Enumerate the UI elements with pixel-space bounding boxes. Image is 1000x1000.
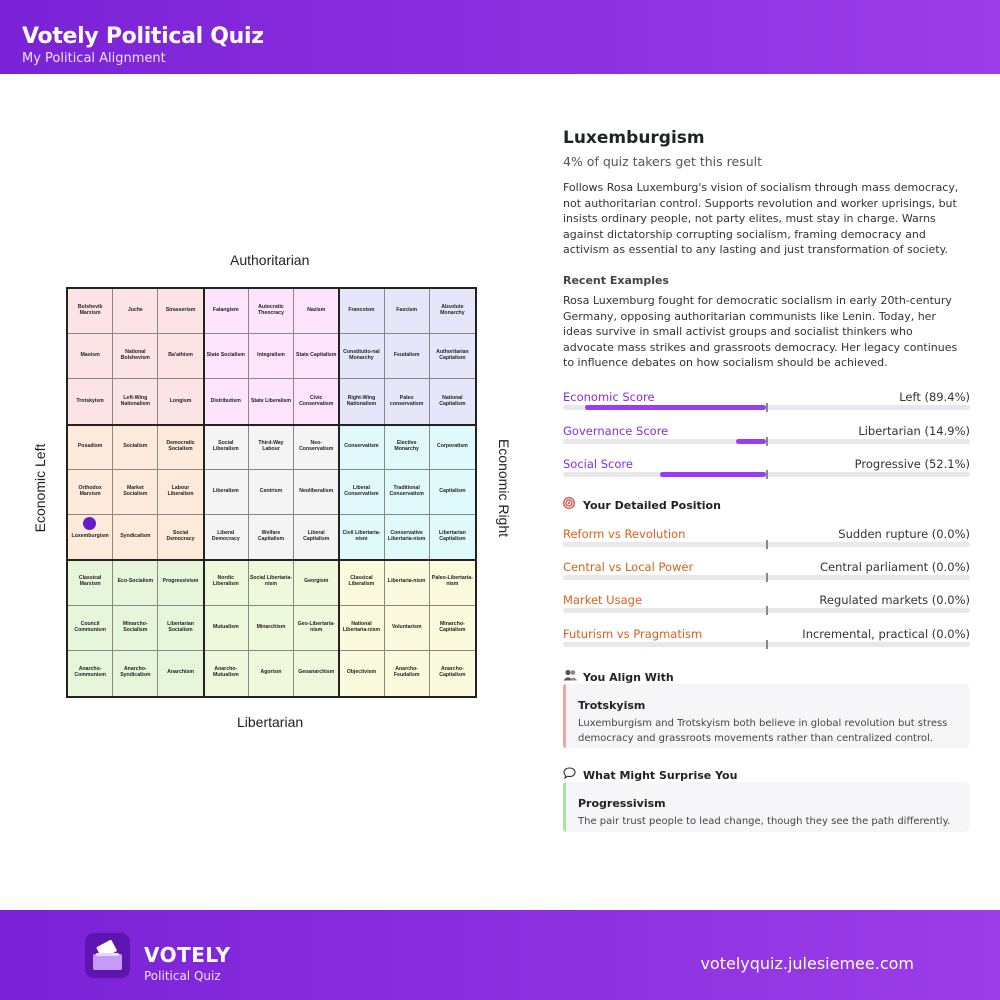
surprise-card-accent (563, 782, 566, 832)
grid-divider (68, 424, 475, 426)
score-row (563, 390, 970, 412)
ideology-title: Luxemburgism (563, 128, 705, 148)
position-center-mark (766, 606, 768, 615)
ideology-cell[interactable]: Social Libertaria-nism (249, 560, 294, 605)
ideology-cell[interactable]: Libertaria-nism (385, 560, 430, 605)
footer-brand: VOTELY (144, 943, 231, 967)
ideology-cell[interactable]: National Capitalism (430, 379, 475, 424)
ideology-cell[interactable]: Liberalism (204, 470, 249, 515)
ideology-cell[interactable]: Civil Libertaria-nism (339, 515, 384, 560)
position-value: Regulated markets (0.0%) (819, 593, 970, 607)
ideology-cell[interactable]: Nazism (294, 289, 339, 334)
ideology-cell[interactable]: Liberal Democracy (204, 515, 249, 560)
ideology-cell[interactable]: Trotskyism (68, 379, 113, 424)
speech-bubble-icon (563, 767, 577, 782)
score-label: Economic Score (563, 390, 655, 404)
ideology-cell[interactable]: Traditional Conservatism (385, 470, 430, 515)
ideology-cell[interactable]: Social Democracy (158, 515, 203, 560)
ideology-description: Follows Rosa Luxemburg's vision of socialism through mass democracy, not authoritarian control. Supports revolution and worker uprisings, but insists ordinary people, not party elites, must stay in charge. Warns against dictatorship corrupting socialism, framing democracy and activism as essential to any lasting and just transformation of society. (563, 181, 959, 256)
ideology-cell[interactable]: Market Socialism (113, 470, 158, 515)
ideology-cell[interactable]: Nordic Liberalism (204, 560, 249, 605)
political-compass (0, 74, 540, 910)
people-icon (563, 669, 577, 684)
ideology-cell[interactable]: Luxemburgism (68, 515, 113, 560)
ideology-cell[interactable]: Voluntarism (385, 606, 430, 651)
ideology-cell[interactable]: Liberal Conservatism (339, 470, 384, 515)
app-title: Votely Political Quiz (22, 24, 264, 49)
ideology-cell[interactable]: Ba'athism (158, 334, 203, 379)
ideology-cell[interactable]: Anarcho-Communism (68, 651, 113, 696)
score-fill (585, 405, 766, 410)
ideology-cell[interactable]: Mutualism (204, 606, 249, 651)
ideology-cell[interactable]: Geo-Libertaria-nism (294, 606, 339, 651)
result-share: 4% of quiz takers get this result (563, 154, 763, 169)
ideology-cell[interactable]: Strasserism (158, 289, 203, 334)
grid-divider (338, 289, 340, 696)
examples-heading: Recent Examples (563, 274, 669, 287)
footer-url[interactable]: votelyquiz.julesiemee.com (700, 954, 914, 973)
score-fill (660, 472, 766, 477)
surprise-card-title: Progressivism (578, 797, 666, 810)
grid-divider (203, 289, 205, 696)
position-label: Market Usage (563, 593, 643, 607)
align-card-text: Luxemburgism and Trotskyism both believe in global revolution but stress democracy and grassroots movements rather than centralized control. (578, 718, 948, 744)
ideology-cell[interactable]: Anarchism (158, 651, 203, 696)
axis-label-authoritarian: Authoritarian (230, 252, 310, 268)
align-card-accent (563, 684, 566, 748)
position-row (563, 560, 970, 582)
ideology-cell[interactable]: Socialism (113, 425, 158, 470)
ideology-cell[interactable]: State Capitalism (294, 334, 339, 379)
ideology-cell[interactable]: Objectivism (339, 651, 384, 696)
axis-label-economic-left: Economic Left (32, 443, 48, 533)
ideology-cell[interactable]: Syndicalism (113, 515, 158, 560)
ideology-grid (66, 287, 477, 698)
ideology-cell[interactable]: Liberal Capitalism (294, 515, 339, 560)
ideology-cell[interactable]: Autocratic Theocracy (249, 289, 294, 334)
position-row (563, 527, 970, 549)
ideology-cell[interactable]: Agorism (249, 651, 294, 696)
position-label: Central vs Local Power (563, 560, 694, 574)
ideology-cell[interactable]: Absolute Monarchy (430, 289, 475, 334)
ideology-cell[interactable]: State Liberalism (249, 379, 294, 424)
ideology-cell[interactable]: Eco-Socialism (113, 560, 158, 605)
surprise-heading (563, 767, 737, 782)
ideology-cell[interactable]: Left-Wing Nationalism (113, 379, 158, 424)
ideology-cell[interactable]: Georgism (294, 560, 339, 605)
ideology-cell[interactable]: Democratic Socialism (158, 425, 203, 470)
ideology-cell[interactable]: Neoliberalism (294, 470, 339, 515)
ideology-cell[interactable]: National Bolshevism (113, 334, 158, 379)
ideology-cell[interactable]: Orthodox Marxism (68, 470, 113, 515)
align-heading-label: You Align With (583, 671, 674, 684)
position-value: Central parliament (0.0%) (820, 560, 970, 574)
ideology-cell[interactable]: Falangism (204, 289, 249, 334)
ideology-cell[interactable]: Anarcho-Mutualism (204, 651, 249, 696)
position-center-mark (766, 540, 768, 549)
surprise-heading-label: What Might Surprise You (583, 769, 738, 782)
ideology-cell[interactable]: Labour Liberalism (158, 470, 203, 515)
ideology-cell[interactable]: Classical Liberalism (339, 560, 384, 605)
ideology-cell[interactable]: Right-Wing Nationalism (339, 379, 384, 424)
surprise-card-text: The pair trust people to lead change, though they see the path differently. (578, 816, 951, 827)
score-value: Progressive (52.1%) (854, 457, 970, 471)
ideology-cell[interactable]: Maoism (68, 334, 113, 379)
ideology-cell[interactable]: Bolshevik Marxism (68, 289, 113, 334)
ideology-cell[interactable]: Third-Way Labour (249, 425, 294, 470)
ideology-cell[interactable]: Francoism (339, 289, 384, 334)
ideology-cell[interactable]: Juche (113, 289, 158, 334)
ideology-cell[interactable]: Conservatism (339, 425, 384, 470)
align-heading (563, 669, 674, 684)
detailed-position-heading (563, 497, 721, 512)
ideology-cell[interactable]: Anarcho-Syndicalism (113, 651, 158, 696)
ideology-cell[interactable]: Paleo-Libertaria-nism (430, 560, 475, 605)
score-label: Social Score (563, 457, 633, 471)
align-card (563, 684, 970, 748)
ideology-cell[interactable]: Fascism (385, 289, 430, 334)
target-icon (563, 497, 577, 512)
score-center-mark (766, 437, 768, 446)
ideology-cell[interactable]: Libertarian Capitalism (430, 515, 475, 560)
ideology-cell[interactable]: Paleo conservatism (385, 379, 430, 424)
ideology-cell[interactable]: Classical Marxism (68, 560, 113, 605)
surprise-card (563, 782, 970, 832)
axis-label-libertarian: Libertarian (237, 714, 304, 730)
position-row (563, 593, 970, 615)
detailed-position-label: Your Detailed Position (583, 499, 721, 512)
position-value: Sudden rupture (0.0%) (838, 527, 970, 541)
ideology-cell[interactable]: Anarcho-Feudalism (385, 651, 430, 696)
position-row (563, 627, 970, 649)
ideology-cell[interactable]: Minarcho-Socialism (113, 606, 158, 651)
ideology-cell[interactable]: Welfare Capitalism (249, 515, 294, 560)
ideology-cell[interactable]: Libertarian Socialism (158, 606, 203, 651)
ideology-cell[interactable]: Longism (158, 379, 203, 424)
score-label: Governance Score (563, 424, 669, 438)
ideology-cell[interactable]: Anarcho-Capitalism (430, 651, 475, 696)
score-row (563, 457, 970, 479)
score-row (563, 424, 970, 446)
score-fill (736, 439, 766, 444)
align-card-title: Trotskyism (578, 699, 646, 712)
ideology-cell[interactable]: Posadism (68, 425, 113, 470)
ideology-cell[interactable]: Neo-Conservatism (294, 425, 339, 470)
ideology-cell[interactable]: Integralism (249, 334, 294, 379)
ballot-box-icon (85, 933, 130, 978)
examples-text: Rosa Luxemburg fought for democratic socialism in early 20th-century Germany, opposing authoritarian communists like Lenin. Today, her ideas survive in small activist groups and socialist thinkers who advocate mass strikes and grassroots democracy. Her legacy continues to influence debates on how socialism should be achieved. (563, 294, 958, 369)
ideology-cell[interactable]: Constitutio-nal Monarchy (339, 334, 384, 379)
score-value: Left (89.4%) (899, 390, 970, 404)
position-center-mark (766, 573, 768, 582)
ideology-cell[interactable]: Progressivism (158, 560, 203, 605)
header (0, 0, 1000, 74)
app-subtitle: My Political Alignment (22, 51, 166, 66)
ideology-cell[interactable]: Elective Monarchy (385, 425, 430, 470)
position-center-mark (766, 640, 768, 649)
footer-brand-subtitle: Political Quiz (144, 969, 221, 983)
ideology-cell[interactable]: Civic Conservatism (294, 379, 339, 424)
footer (0, 910, 1000, 1000)
ideology-cell[interactable]: Authoritarian Capitalism (430, 334, 475, 379)
position-label: Futurism vs Pragmatism (563, 627, 703, 641)
position-value: Incremental, practical (0.0%) (802, 627, 970, 641)
ideology-cell[interactable]: Capitalism (430, 470, 475, 515)
ideology-cell[interactable]: National Libertaria-nism (339, 606, 384, 651)
ideology-cell[interactable]: Distributism (204, 379, 249, 424)
ideology-cell[interactable]: State Socialism (204, 334, 249, 379)
score-value: Libertarian (14.9%) (858, 424, 970, 438)
ideology-cell[interactable]: Conservative Libertaria-nism (385, 515, 430, 560)
axis-label-economic-right: Economic Right (496, 438, 512, 538)
ideology-cell[interactable]: Corporatism (430, 425, 475, 470)
score-center-mark (766, 470, 768, 479)
position-label: Reform vs Revolution (563, 527, 686, 541)
ideology-cell[interactable]: Feudalism (385, 334, 430, 379)
ideology-cell[interactable]: Minarchism (249, 606, 294, 651)
ideology-cell[interactable]: Social Liberalism (204, 425, 249, 470)
ideology-cell[interactable]: Council Communism (68, 606, 113, 651)
ideology-cell[interactable]: Minarcho-Capitalism (430, 606, 475, 651)
score-center-mark (766, 403, 768, 412)
ideology-cell[interactable]: Geoanarchism (294, 651, 339, 696)
grid-divider (68, 559, 475, 561)
ideology-cell[interactable]: Centrism (249, 470, 294, 515)
